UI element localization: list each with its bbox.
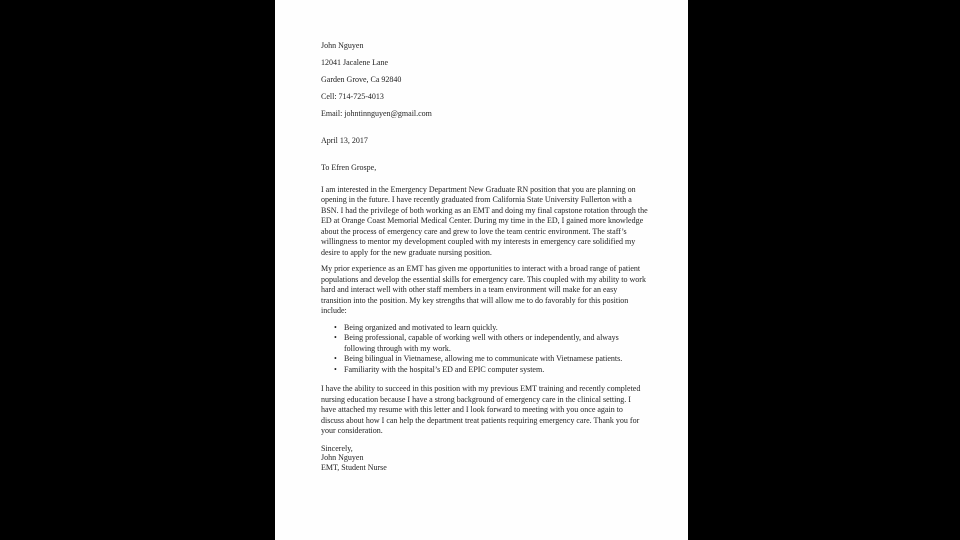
- sender-address-line-1: 12041 Jacalene Lane: [321, 58, 389, 67]
- letter-date: April 13, 2017: [321, 135, 368, 145]
- signature-block: [321, 444, 648, 473]
- bullet-item: • Being bilingual in Vietnamese, allowing me to communicate with Vietnamese patients.: [321, 354, 648, 365]
- signoff-title: EMT, Student Nurse: [321, 462, 387, 472]
- sender-email: Email: johntinnguyen@gmail.com: [321, 109, 432, 118]
- sender-block: [321, 41, 648, 120]
- bullet-item: • Being organized and motivated to learn quickly.: [321, 323, 648, 334]
- sender-name: John Nguyen: [321, 41, 364, 50]
- bullet-item: • Being professional, capable of working well with others or independently, and always following through with my work.: [321, 333, 648, 354]
- signoff-name: John Nguyen: [321, 453, 364, 462]
- key-strengths-list: [321, 323, 648, 376]
- signoff-word: Sincerely,: [321, 443, 353, 453]
- closing-paragraph: I have the ability to succeed in this position with my previous EMT training and recently completed nursing education because I have a strong background of emergency care in the clinical setting. I have attached my resume with this letter and I look forward to meeting with you once again to discuss about how I can help the department treat patients requiring emergency care. Thank you for your consideration.: [321, 384, 641, 435]
- salutation: To Efren Grospe,: [321, 163, 377, 172]
- bullet-item: • Familiarity with the hospital’s ED and EPIC computer system.: [321, 365, 648, 376]
- sender-address-line-2: Garden Grove, Ca 92840: [321, 75, 402, 84]
- intro-paragraph: I am interested in the Emergency Department New Graduate RN position that you are planning on opening in the future. I have recently graduated from California State University Fullerton with a BSN. I had the privilege of both working as an EMT and doing my final capstone rotation through the ED at Orange Coast Memorial Medical Center. During my time in the ED, I gained more knowledge about the process of emergency care and grew to love the team centric environment. The staff’s willingness to mentor my development coupled with my interests in emergency care solidified my desire to apply for the new graduate nursing position.: [321, 184, 648, 257]
- strengths-paragraph: My prior experience as an EMT has given me opportunities to interact with a broad range of patient populations and develop the essential skills for emergency care. This coupled with my ability to work hard and interact well with other staff members in a team environment will make for an easy transition into the position. My key strengths that will allow me to do favorably for this position include:: [321, 264, 646, 315]
- letter-page: [275, 0, 688, 540]
- sender-cell: Cell: 714-725-4013: [321, 92, 384, 101]
